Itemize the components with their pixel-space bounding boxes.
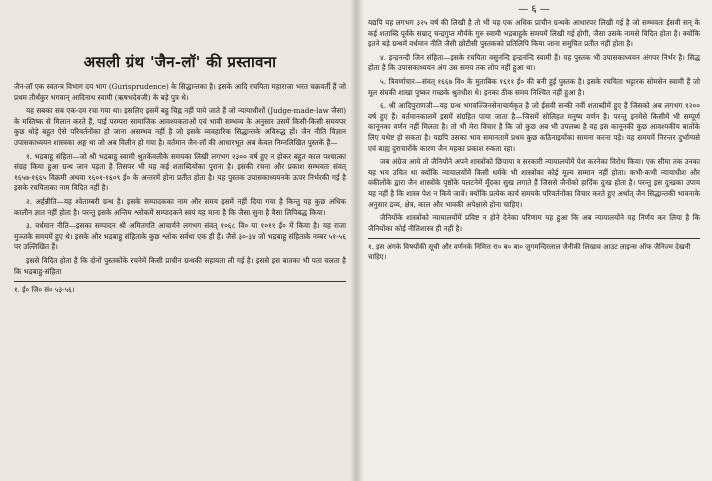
page-number: — ६ — [518,4,550,15]
footnote-divider [14,281,346,282]
paragraph: इससे विदित होता है कि दोनों पुस्तकोंके रचनेमें किसी प्राचीन ग्रन्थकी सहायता ली गई है। इससे इस बातका भी पता चलता है कि भद्रबाहु-संहिता [14,255,346,276]
book-gutter-shadow [350,0,364,481]
footnote: १. ई० जि० सं० ५३-५६। [14,286,75,295]
right-page [356,0,712,481]
page-title: असली ग्रंथ 'जैन-लॉ' की प्रस्तावना [83,53,277,71]
paragraph: यद्यपि यह लगभग ३२५ वर्ष की लिखी है तो भी यह एक अधिक प्राचीन ग्रन्थके आधारपर लिखी गई है जो सम्भवतः ईसवी सन् के कई शताब्दि पूर्वके सम्राट् चन्द्रगुप्त मौर्यके गुरु स्वामी भद्रबाहुके समयमें लिखी गई होगी, जैसा उसके नामसे विदित होता है। क्योंकि इतने बड़े ग्रन्थमें वर्धमान नीति जैसी छोटीसी पुस्तकको प्रतिलिपि किया जाना समुचित प्रतीत नहीं होता है। [368,18,700,49]
paragraph: जैनियोंके शास्त्रोंको न्यायालयोंमें प्रविष्ट न होने देनेका परिणाम यह हुआ कि अब न्यायालयोंने यह निर्णय कर लिया है कि जैनियोंका कोई नीतिशास्त्र ही नहीं है। [368,213,700,233]
paragraph: १. भद्रबाहु संहिता—जो श्री भद्रबाहु स्वामी श्रुतकेवलीके समयका लिखी लगभग २३०० वर्ष हुए न होकर बहुत काल पश्चात्का संग्रह किया हुआ ग्रन्थ जान पड़ता है तिसपर भी यह कई शताब्दियोंका पुराना है। इसकी रचना और प्रकाश सम्भवतः संवत् १६५७-१६६५ विक्रमी अथवा १६०१-१६०९ ई० के अन्तरमें होना प्रतीत होता है। यह पुस्तक उपासकाध्ययनके ऊपर निर्भरकी गई है इसके रचयिताका नाम विदित नहीं है। [14,151,346,193]
paragraph: ४. इन्द्रनन्दी जिन संहिता—इसके रचयिता वसुनन्दि इन्द्रनन्दि स्वामी हैं। यह पुस्तक भी उपासकाध्ययन अंगपर निर्भर है। सिद्ध होता है कि उपासकाध्ययन अंग उस समय तक लोप नहीं हुआ था। [368,52,700,73]
paragraph: ३. वर्धमान नीति—इसका सम्पादन श्री अमितगति आचार्यने लगभग संवत् १०६८ वि० या १०११ ई० में किया है। यह राजा मुञ्जके समयमें हुए थे। इसके और भद्रबाहु संहिताके कुछ श्लोक सर्वथा एक ही हैं। जैसे ३०-३४ जो भद्रबाहु संहिताके नम्बर ५१-५६ पर उल्लिखित हैं। [14,221,346,252]
footnote: १. इस अंगके विषयोंकी सूची और वर्णनके निमित्त रा० ब० बा० जुगमन्दिरलाल जैनीकी लिखाव आउट लाइन्स ऑफ जैनिज्म देखनी चाहिए। [368,243,691,262]
paragraph: यह सबका सब एक-दम रचा गया था। इसलिए इसमें बहु चिह्न नहीं पाये जाते हैं जो न्यायाधीशों (Judge-made-law जैसा) के मस्तिष्क से मिलान करते हैं, पाई परम्परा सामाजिक आवश्यकताओं एवं भावी सम्भव्य के अनुसार उसमें किसी-किसी समयपर कुछ थोड़े बहुत ऐसे परिवर्तनोंका हो जाना असम्भव नहीं है जो इसके व्यवहारिक सिद्धान्तके अविरुद्ध हों। जैन नीति विज्ञान उपासकाध्ययन शास्त्रका अङ्ग था जो अब विलीन हो गया है। वर्तमान जैन-लॉ की आधारभूत अब केवल निम्नलिखित पुस्तकें हैं— [14,106,346,147]
paragraph: जैन-लॉ एक स्वतन्त्र विभाग दय भाग (Gurisprudence) के सिद्धान्तका है। इसके आदि रचयिता महाराजा भरत चक्रवर्ती हैं जो प्रथम तीर्थंकुर भगवान् आदिनाथ स्वामी (ऋषभदेवजी) के बड़े पुत्र थे। [14,82,346,102]
paragraph: ६. श्री आदिपुराणजी—यह ग्रन्थ भगवज्जिनसेनाचार्यकृत है जो ईसवी सन्की नवीं शताब्दीमें हुए हैं जिसको अब लगभग १२०० वर्ष हुए हैं। वर्तमानकालमें इसमें संग्रहित पाया जाता है—जिसमें सोलिहत मनुष्य वर्णन है। परन्तु इनमेंसे किसीमें भी सम्पूर्ण कानूनका वर्णन नहीं मिलता है। तो भी मेरा विचार है कि जो कुछ अब भी उपलब्ध है वह इस कानूनकी कुछ आवश्यकीय बातोंके लिए यथेष्ट हो सकता है। यद्यपि उसका भाव समानतामें प्रथम कुछ कठिनाइयोंका सामना करना पड़े। यह समयमें निरन्तर दुर्भाग्यसे एवं बाह्य दुराचारोंके कारण जैन महका प्रकाश रुकता रहा। [368,101,700,153]
paragraph: ५. त्रिवर्णाचार—संवत् १६६७ वि० के मुताबिक १६११ ई० की बनी हुई पुस्तक है। इसके रचयिता भट्टारक सोमसेन स्वामी हैं जो मूल संघकी शाखा पुष्कर गच्छके श्रुतधीश थे। इनका ठीक समय निश्चित नहीं हुआ है। [368,76,700,97]
paragraph: २. अर्हन्नीति—यह श्वेताम्बरी ग्रन्थ है। इसके सम्पादकका नाम और समय इसमें नहीं दिया गया है किन्तु यह कुछ अधिक कालीन ज्ञात नहीं होता है। परन्तु इसके अन्तिम श्लोकमें सम्पादकने स्वयं यह माना है कि जैसा सुना है वैसा लिपिबद्ध किया। [14,196,346,217]
paragraph: जब अंग्रेज आये तो जैनियोंने अपने शास्त्रोंको छिपाया व सरकारी न्यायालयोंमें पेश करनेका विरोध किया। एक सीमा तक उनका यह भय उचित था क्योंकि न्यायालयोंमें किसी धर्मके भी शास्त्रोंका कोई मूल्य सम्मान नहीं होता। कभी-कभी न्यायाधीश और वकीलोंके द्वारा जैन शास्त्रोंके पृष्ठोंके पलटनेमें मूँदका सुख लगाते हैं जिससे जैनोंको हार्दिक दुःख होता है। परन्तु इस दुःखका उपाय यह नहीं है कि शास्त्र पेश न किये जावें। क्योंकि प्रत्येक कार्य समयके परिवर्तनोंका विचार करते हुए अर्थात् जैन सिद्धान्तकी भावनाके अनुसार द्रव्य, क्षेत्र, काल और भावकी अपेक्षासे होना चाहिए। [368,157,700,209]
footnote-divider [368,238,700,239]
